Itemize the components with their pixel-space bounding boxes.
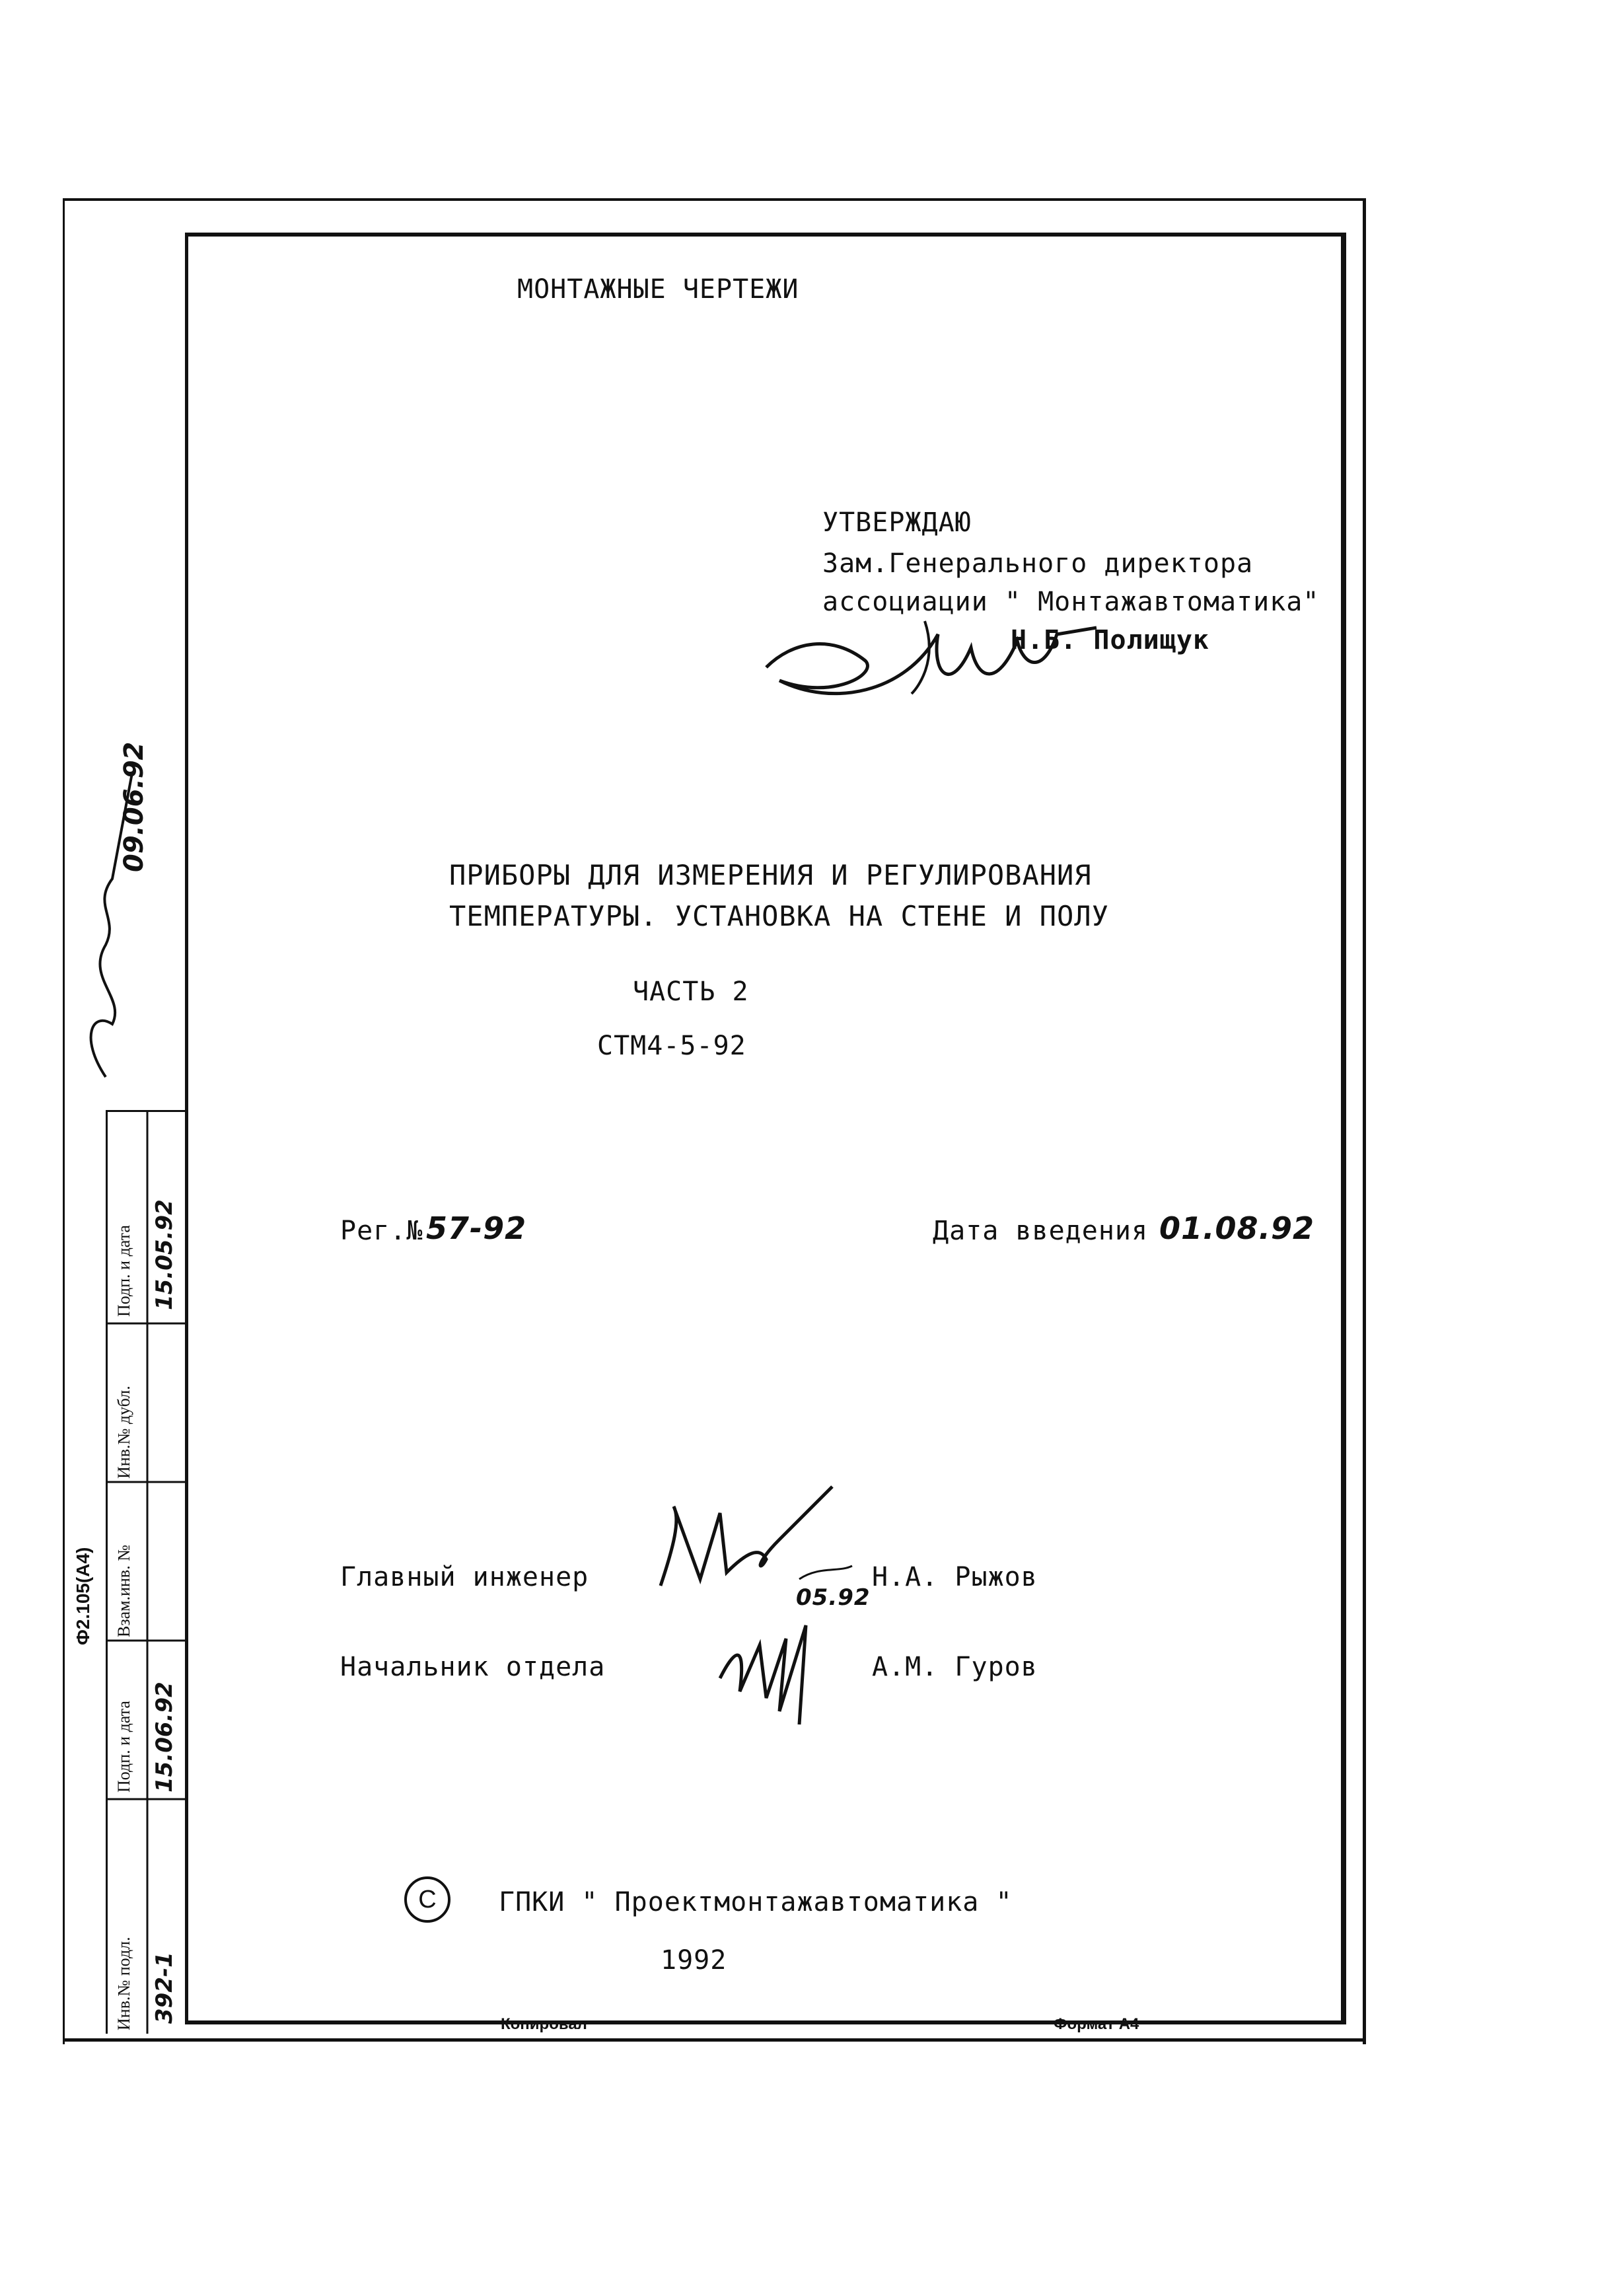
- chief-engineer-date-note: 05.92: [796, 1584, 871, 1611]
- footer-year: 1992: [661, 1945, 727, 1976]
- page-header: МОНТАЖНЫЕ ЧЕРТЕЖИ: [517, 274, 799, 305]
- stamp-date-value-3: 09.06.92: [119, 741, 149, 872]
- approval-signer: Н.Б. Полищук: [1011, 625, 1209, 655]
- department-head-signature: [707, 1599, 839, 1731]
- stamp-sign-date-label-2: Подп. и дата: [114, 1225, 133, 1317]
- inner-drawing-frame: [185, 233, 1346, 2024]
- format-label: Формат А4: [1054, 2015, 1139, 2033]
- document-part: ЧАСТЬ 2: [633, 977, 749, 1007]
- stamp-inv-label: Инв.№ подл.: [114, 1937, 133, 2030]
- stamp-inv-value: 392-1: [151, 1952, 178, 2024]
- approval-signature: [753, 595, 1123, 727]
- date-value: 01.08.92: [1159, 1210, 1314, 1246]
- department-head-name: А.М. Гуров: [872, 1652, 1038, 1682]
- document-code: СТМ4-5-92: [597, 1031, 746, 1061]
- side-stamp: [106, 1110, 187, 2034]
- stamp-form-code: Ф2.105(А4): [73, 1547, 93, 1645]
- chief-engineer-name: Н.А. Рыжов: [872, 1562, 1038, 1592]
- copyright-icon: C: [404, 1876, 450, 1923]
- side-signature: [66, 760, 145, 1090]
- approval-position: Зам.Генерального директора: [822, 548, 1254, 579]
- title-line-2: ТЕМПЕРАТУРЫ. УСТАНОВКА НА СТЕНЕ И ПОЛУ: [449, 900, 1109, 932]
- chief-engineer-role: Главный инженер: [340, 1562, 589, 1592]
- approval-organization: ассоциации " Монтажавтоматика": [822, 587, 1320, 617]
- stamp-sign-date-label: Подп. и дата: [114, 1701, 133, 1793]
- date-label: Дата введения: [933, 1216, 1149, 1246]
- department-head-role: Начальник отдела: [340, 1652, 606, 1682]
- stamp-dup-inv-label: Инв.№ дубл.: [114, 1386, 133, 1479]
- stamp-date-value-1: 15.06.92: [151, 1682, 178, 1793]
- copied-by-label: Копировал: [501, 2015, 587, 2033]
- stamp-replace-inv-label: Взам.инв. №: [114, 1544, 133, 1637]
- reg-number: 57-92: [426, 1210, 527, 1246]
- stamp-date-value-2: 15.05.92: [151, 1199, 178, 1310]
- outer-frame-bottom-line: [63, 2038, 1364, 2042]
- title-line-1: ПРИБОРЫ ДЛЯ ИЗМЕРЕНИЯ И РЕГУЛИРОВАНИЯ: [449, 859, 1092, 891]
- footer-organization: ГПКИ " Проектмонтажавтоматика ": [499, 1887, 1013, 1917]
- reg-label: Рег.№: [340, 1216, 423, 1246]
- approval-heading: УТВЕРЖДАЮ: [822, 507, 972, 538]
